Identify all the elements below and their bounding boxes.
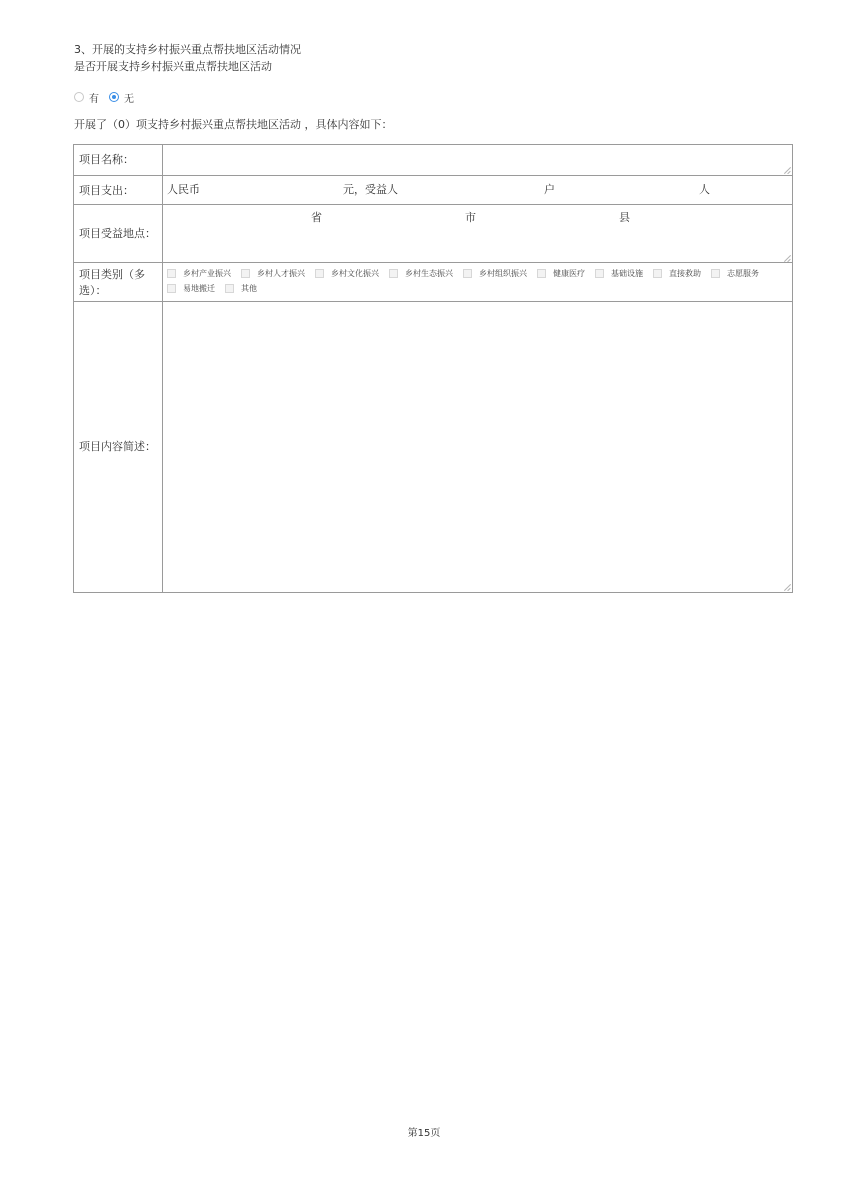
category-option-label: 乡村文化振兴 [331, 268, 379, 278]
activity-summary [74, 117, 393, 133]
radio-option-yes[interactable] [74, 90, 99, 105]
summary-prefix: 开展了（ [74, 118, 118, 131]
checkbox-icon[interactable] [711, 269, 720, 278]
radio-button-no[interactable] [109, 92, 119, 102]
category-option[interactable] [315, 266, 379, 280]
category-option[interactable] [595, 266, 643, 280]
row-project-name [74, 145, 792, 175]
category-option-label: 其他 [241, 283, 257, 293]
summary-suffix: ）项支持乡村振兴重点帮扶地区活动 ，具体内容如下： [125, 118, 393, 131]
project-expense-field[interactable] [163, 176, 792, 205]
category-option-label: 乡村人才振兴 [257, 268, 305, 278]
radio-label-no: 无 [124, 93, 134, 105]
category-option[interactable] [463, 266, 527, 280]
checkbox-icon[interactable] [595, 269, 604, 278]
project-name-label: 项目名称： [74, 145, 163, 175]
radio-label-yes: 有 [89, 93, 99, 105]
category-option-label: 乡村产业振兴 [183, 268, 231, 278]
page-number: 第15页 [407, 1128, 441, 1139]
checkbox-icon[interactable] [225, 284, 234, 293]
resize-handle-icon[interactable] [784, 255, 791, 262]
category-option-label: 直接救助 [669, 268, 701, 278]
resize-handle-icon[interactable] [784, 167, 791, 174]
checkbox-icon[interactable] [389, 269, 398, 278]
city-label: 市 [465, 211, 476, 224]
category-option-label: 乡村组织振兴 [479, 268, 527, 278]
project-category-label: 项目类别（多选）： [74, 263, 163, 302]
category-option[interactable] [711, 266, 759, 280]
category-checkbox-list [167, 266, 786, 295]
category-option[interactable] [225, 281, 257, 295]
checkbox-icon[interactable] [315, 269, 324, 278]
activity-radio-group [74, 89, 144, 105]
category-option-label: 健康医疗 [553, 268, 585, 278]
category-option[interactable] [389, 266, 453, 280]
checkbox-icon[interactable] [537, 269, 546, 278]
category-option-label: 易地搬迁 [183, 283, 215, 293]
checkbox-icon[interactable] [167, 269, 176, 278]
currency-label: 人民币 [167, 183, 200, 196]
project-category-field [163, 263, 792, 302]
row-project-location [74, 204, 792, 263]
category-option[interactable] [167, 266, 231, 280]
yuan-beneficiary-label: 元，受益人 [343, 183, 398, 196]
radio-button-yes[interactable] [74, 92, 84, 102]
project-description-label: 项目内容简述： [74, 302, 163, 592]
category-option[interactable] [537, 266, 585, 280]
radio-option-no[interactable] [109, 90, 134, 105]
people-label: 人 [699, 183, 710, 196]
checkbox-icon[interactable] [463, 269, 472, 278]
row-project-category [74, 262, 792, 302]
checkbox-icon[interactable] [653, 269, 662, 278]
households-label: 户 [544, 183, 555, 196]
project-description-field[interactable] [163, 302, 792, 592]
category-option[interactable] [167, 281, 215, 295]
project-location-field[interactable] [163, 205, 792, 263]
project-expense-label: 项目支出： [74, 176, 163, 205]
category-option-label: 基础设施 [611, 268, 643, 278]
checkbox-icon[interactable] [241, 269, 250, 278]
row-project-description [74, 301, 792, 592]
question-label: 是否开展支持乡村振兴重点帮扶地区活动 [74, 60, 272, 73]
row-project-expense [74, 175, 792, 205]
category-option[interactable] [241, 266, 305, 280]
activity-count: 0 [118, 118, 125, 131]
section-title: 3、开展的支持乡村振兴重点帮扶地区活动情况 [74, 43, 301, 56]
category-option-label: 乡村生态振兴 [405, 268, 453, 278]
project-location-label: 项目受益地点： [74, 205, 163, 263]
project-name-field[interactable] [163, 145, 792, 175]
checkbox-icon[interactable] [167, 284, 176, 293]
resize-handle-icon[interactable] [784, 584, 791, 591]
project-form [73, 144, 793, 593]
province-label: 省 [311, 211, 322, 224]
county-label: 县 [619, 211, 630, 224]
category-option-label: 志愿服务 [727, 268, 759, 278]
category-option[interactable] [653, 266, 701, 280]
